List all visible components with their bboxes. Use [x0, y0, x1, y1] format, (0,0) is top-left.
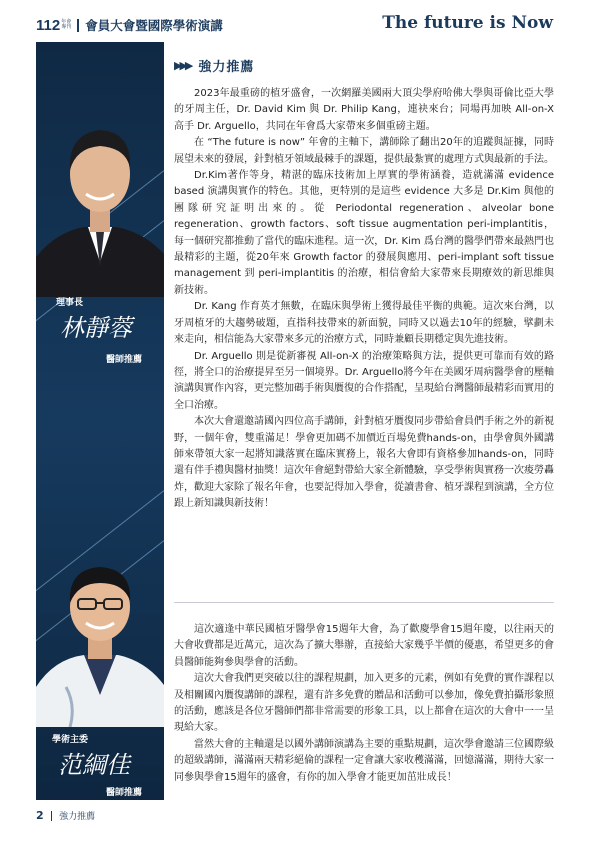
portrait-academic-director [36, 527, 164, 727]
issue-label [61, 20, 71, 30]
triple-arrow-icon: ▶▶▶ [174, 59, 191, 72]
article-body-top [174, 86, 554, 513]
recommend-label: 醫師推薦 [106, 788, 143, 798]
footer-label: 強力推薦 [59, 812, 96, 822]
section-title: 強力推薦 [198, 60, 255, 75]
sidebar-photo-panel [36, 42, 164, 800]
paragraph: 在 “The future is now” 年會的主軸下，講師除了翻出20年的追蹤與証據，同時展望未來的發展，針對植牙領域最棘手的課題，提供最紮實的處理方式與最新的手法。 [174, 137, 554, 165]
page-number: 2 [36, 809, 44, 822]
header-title: 會員大會暨國際學術演講 [85, 18, 223, 33]
role-label: 學術主委 [52, 735, 89, 745]
page-header [0, 0, 595, 40]
signature-academic-director: 范綱佳 [58, 751, 130, 779]
issue-number: 112 [36, 16, 61, 34]
recommend-label: 醫師推薦 [106, 355, 143, 365]
role-label: 理事長 [56, 298, 84, 308]
paragraph: Dr.Kim著作等身，精湛的臨床技術加上厚實的學術涵養，造就滿滿 evidence based 演講與實作的特色。其他，更特別的是這些 evidence 大多是 Dr.Kim 與他的團隊研究証明出來的。從 Periodontal regeneration、alveolar bone regeneration、growth factors、soft tissue augmentation peri-implantitis，每一個研究都推動了當代的臨床進程。這一次，Dr. Kim 爲台灣的醫學們帶來最熱門也最精彩的主題，從20年來 Growth factor 的發展與應用、peri-implant soft tissue management 到 peri-implantitis 的治療，相信會給大家帶來長期療效的新思維與新技術。 [174, 170, 554, 296]
paragraph: 這次大會我們更突破以往的課程規劃，加入更多的元素，例如有免費的實作課程以及相關國內贋復講師的課程，還有許多免費的贈品和活動可以參加，像免費拍攝形象照的活動，應該是各位牙醫師們都非常需要的形象工具，以上都會在這次的大會中一一呈現給大家。 [174, 673, 554, 734]
paragraph: Dr. Kang 作育英才無數，在臨床與學術上獲得最佳平衡的典範。這次來台灣，以牙周植牙的大趨勢破題，直指科技帶來的新面貌，同時又以過去10年的經驗，擘劃未來走向，相信能為大家帶來多元的治療方式，同時兼顧長期穩定與先進技術。 [174, 301, 554, 346]
portrait-president [36, 82, 164, 297]
article-body-bottom [174, 622, 554, 786]
paragraph: 本次大會還邀請國內四位高手講師，針對植牙贋復同步帶給會員們手術之外的新視野，一個年會，雙重滿足！學會更加碼不加價近百場免費hands-on，由學會與外國講師來帶領大家一起將知識落實在臨床實務上，報名大會即有資格參加hands-on，同時還有伴手禮與醫材抽獎！這次年會絕對帶給大家全新體驗，享受學術與實務一次痠勞轟炸，歡迎大家除了報名年會，也要記得加入學會，從讀書會、植牙課程到演講，全方位跟上新知識與新技術！ [174, 416, 554, 510]
issue-label-line-2: 專刊 [61, 24, 72, 30]
signature-president: 林靜蓉 [60, 314, 132, 342]
section-divider [174, 602, 554, 603]
paragraph: 2023年最重磅的植牙盛會，一次網羅美國兩大頂尖學府哈佛大學與哥倫比亞大學的牙周主任，Dr. David Kim 與 Dr. Philip Kang，連袂來台；同場再加映 All-on-X 高手 Dr. Arguello，共同在年會爲大家帶來多個重磅主題。 [174, 88, 554, 132]
section-heading [174, 56, 254, 75]
page-footer [36, 809, 95, 822]
paragraph: Dr. Arguello 則是從新審視 All-on-X 的治療策略與方法，提供更可靠而有效的路徑，將全口的治療提昇至另一個境界。Dr. Arguello將今年在美國牙周病醫學會的壓軸演講與實作內容，更完整加碼手術與贋復的合作搭配，呈現給台灣醫師最精彩而實用的全口治療。 [174, 350, 554, 411]
caption-president [56, 295, 83, 308]
caption-academic-director [52, 732, 88, 745]
footer-divider [51, 811, 53, 821]
header-divider [77, 19, 79, 32]
paragraph: 當然大會的主軸還是以國外講師演講為主要的重點規劃，這次學會邀請三位國際級的超級講師，滿滿兩天精彩絕倫的課程一定會讓大家收穫滿滿，回憶滿滿，期待大家一同參與學會15週年的盛會，有你的加入學會才能更加茁壯成長！ [174, 738, 554, 783]
header-left [36, 16, 223, 34]
header-tagline: The future is Now [382, 13, 553, 33]
paragraph: 這次適逢中華民國植牙醫學會15週年大會，為了歡慶學會15週年慶，以往兩天的大會收費都是近萬元，這次為了擴大舉辦，直接給大家幾乎半價的優惠，希望更多的會員醫師能夠參與學會的活動。 [174, 624, 554, 668]
issue-label-line-1: 年會 [61, 19, 72, 25]
